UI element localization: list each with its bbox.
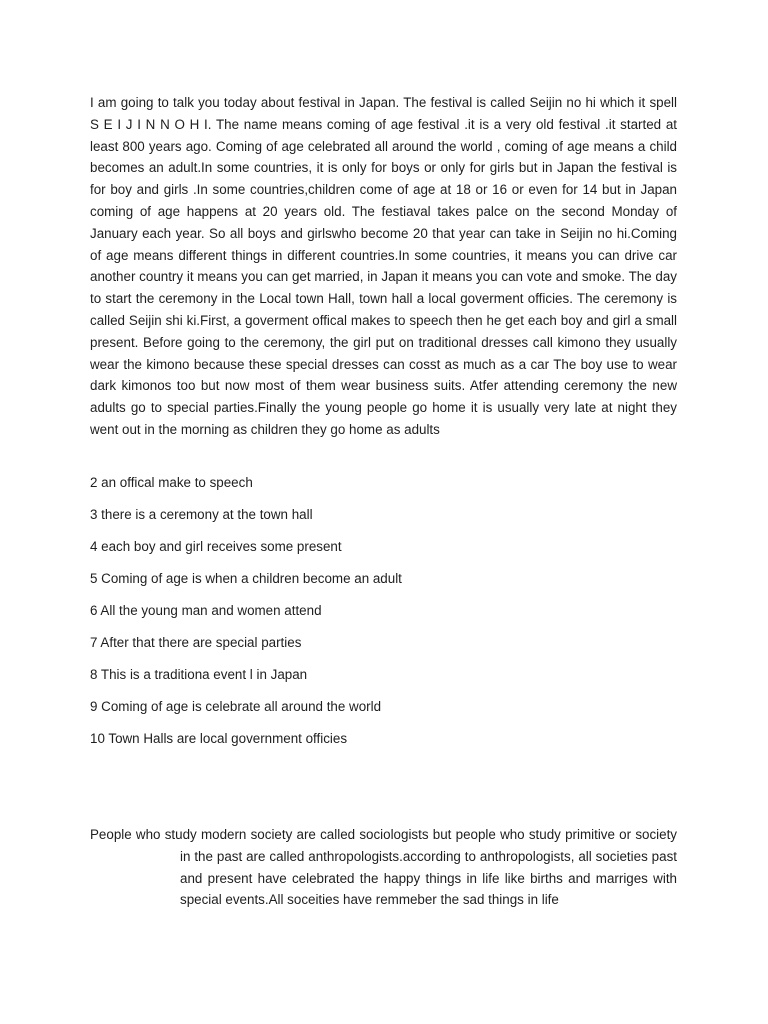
list-item: 8 This is a traditiona event l in Japan (90, 667, 308, 682)
list-item: 6 All the young man and women attend (90, 603, 322, 618)
list-item: 7 After that there are special parties (90, 635, 302, 650)
list-item: 4 each boy and girl receives some present (90, 539, 342, 554)
numbered-statements-list (90, 472, 402, 760)
anthropology-paragraph: People who study modern society are called sociologists but people who study primitive or society in the past are called anthropologists.according to anthropologists, all societies past and present have celebrated the happy things in life like births and marriges with special events.All soceities have remmeber the sad things in life (90, 827, 677, 908)
list-item: 3 there is a ceremony at the town hall (90, 507, 313, 522)
festival-paragraph: I am going to talk you today about festival in Japan. The festival is called Seijin no hi which it spell S E I J I N N O H I. The name means coming of age festival .it is a very old festival .it started at least 800 years ago. Coming of age celebrated all around the world , coming of age means a child becomes an adult.In some countries, it is only for boys or only for girls but in Japan the festival is for boy and girls .In some countries,children come of age at 18 or 16 or even for 14 but in Japan coming of age happens at 20 years old. The festiaval takes palce on the second Monday of January each year. So all boys and girlswho become 20 that year can take in Seijin no hi.Coming of age means different things in different countries.In some countries, it means you can drive car another country it means you can get married, in Japan it means you can vote and smoke. The day to start the ceremony in the Local town Hall, town hall a local goverment officies. The ceremony is called Seijin shi ki.First, a goverment offical makes to speech then he get each boy and girl a small present. Before going to the ceremony, the girl put on traditional dresses call kimono they usually wear the kimono because these special dresses can cosst as much as a car The boy use to wear dark kimonos too but now most of them wear business suits. Atfer attending ceremony the new adults go to special parties.Finally the young people go home it is usually very late at night they went out in the morning as children they go home as adults (90, 95, 677, 437)
list-item: 9 Coming of age is celebrate all around the world (90, 699, 382, 714)
list-item: 10 Town Halls are local government officies (90, 731, 348, 746)
list-item: 5 Coming of age is when a children become an adult (90, 571, 402, 586)
list-item: 2 an offical make to speech (90, 475, 253, 490)
